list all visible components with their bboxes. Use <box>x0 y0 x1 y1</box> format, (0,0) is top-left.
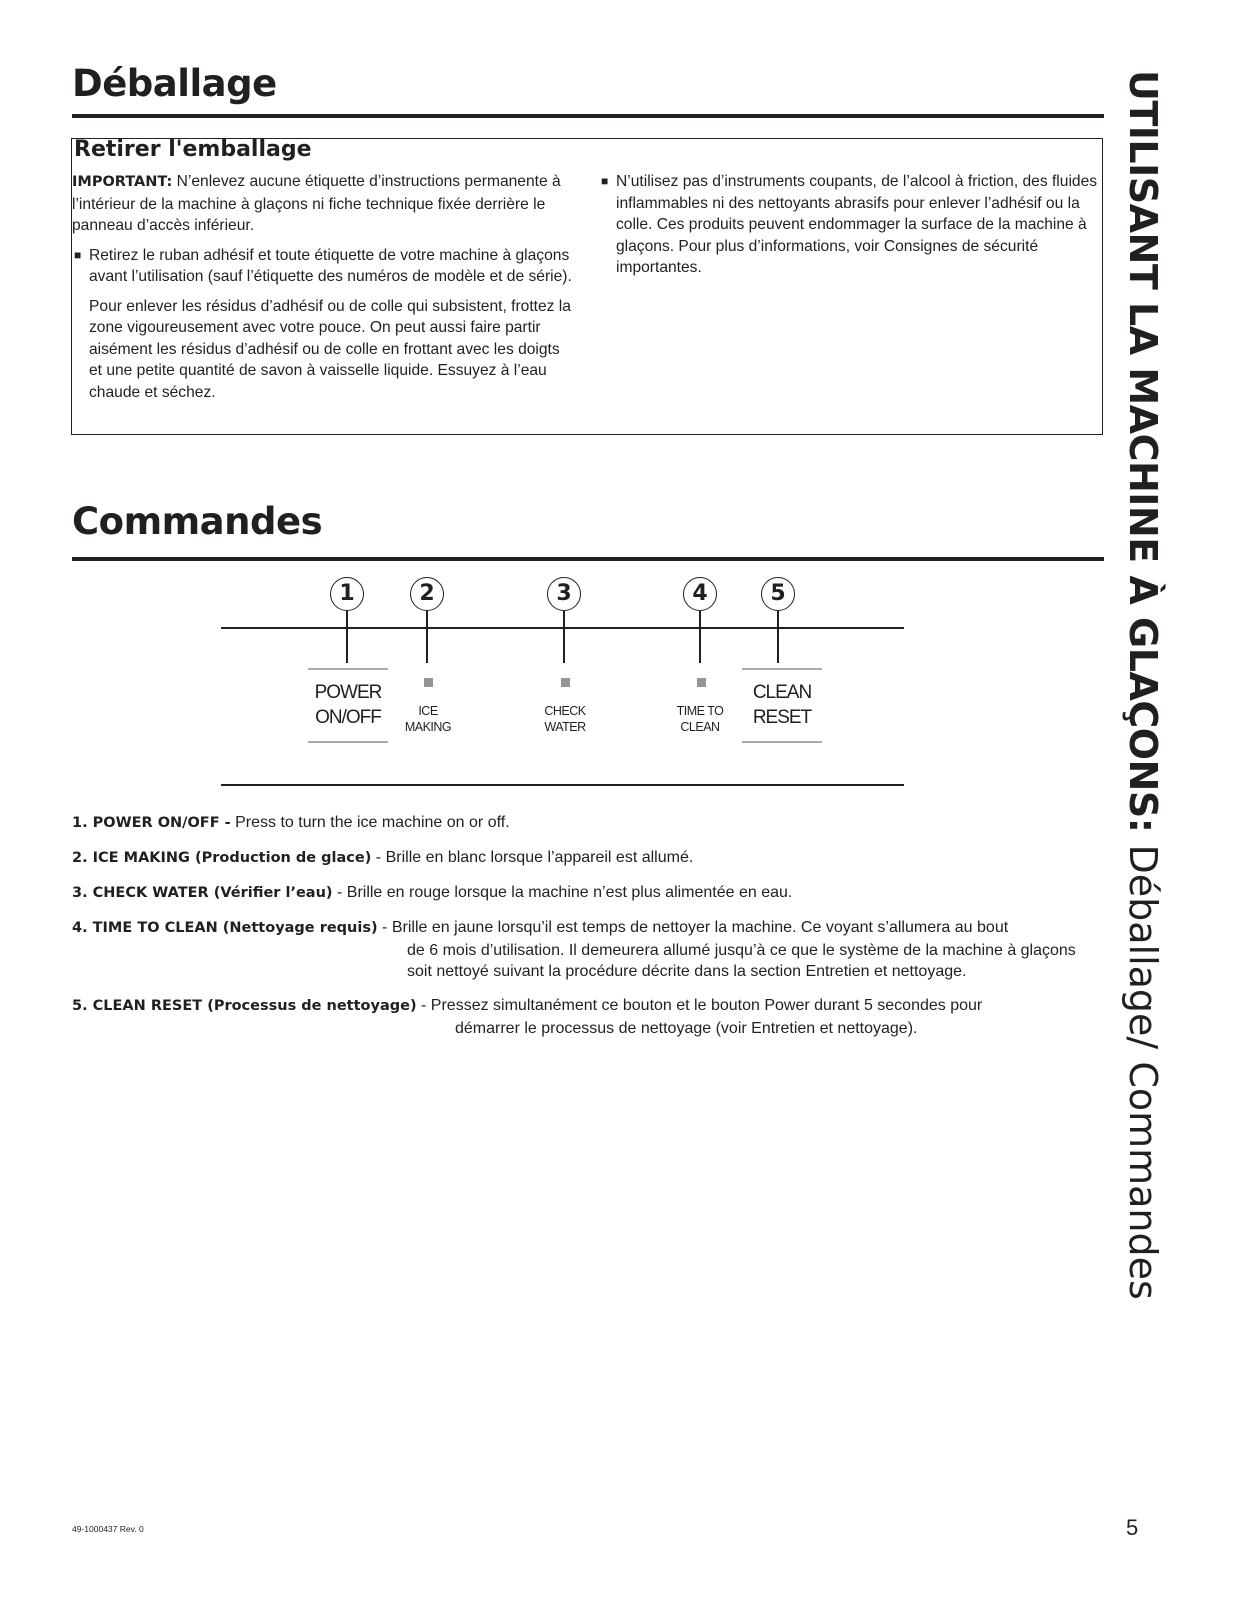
power-button-top-edge <box>308 668 388 670</box>
callout-number-3: 3 <box>547 577 581 611</box>
callout-number-5: 5 <box>761 577 795 611</box>
bullet-square-icon: ■ <box>74 247 82 262</box>
callout-line-4 <box>699 611 701 663</box>
bullet-item-1 <box>72 245 577 288</box>
page-title-deballage: Déballage <box>72 62 277 105</box>
important-text: N’enlevez aucune étiquette d’instructions permanente à l’intérieur de la machine à glaçons ni fiche technique fixée derrière le panneau d’accès inférieur. <box>72 173 561 234</box>
right-column <box>599 171 1099 279</box>
description-item-2 <box>72 847 693 870</box>
description-text-4: - Brille en jaune lorsqu’il est temps de nettoyer la machine. Ce voyant s’allumera au bout <box>377 919 1009 936</box>
callout-line-1 <box>346 611 348 663</box>
clean-reset-button-bottom-edge <box>742 741 822 743</box>
callout-number-2: 2 <box>410 577 444 611</box>
ice-making-led-icon <box>424 678 433 687</box>
commandes-rule <box>72 557 1104 561</box>
callout-number-4: 4 <box>683 577 717 611</box>
description-item-3 <box>72 882 792 905</box>
power-label-line1: POWER <box>314 682 382 703</box>
description-key-5: 5. CLEAN RESET (Processus de nettoyage) <box>72 998 417 1014</box>
description-item-1 <box>72 812 510 835</box>
side-title-bold: UTILISANT LA MACHINE À GLAÇONS: <box>1121 70 1165 833</box>
description-key-3: 3. CHECK WATER (Vérifier l’eau) <box>72 885 333 901</box>
description-cont-5: démarrer le processus de nettoyage (voir Entretien et nettoyage). <box>455 1019 918 1037</box>
check-label-line2: WATER <box>544 720 586 734</box>
description-cont-4: de 6 mois d’utilisation. Il demeurera allumé jusqu’à ce que le système de la machine à glaçons soit nettoyé suivant la procédure décrite dans la section Entretien et nettoyage. <box>407 941 1076 980</box>
clean-label-line2: RESET <box>752 707 812 728</box>
bullet-text-2: N’utilisez pas d’instruments coupants, de l’alcool à friction, des fluides inflammables ni des nettoyants abrasifs pour enlever l’adhésif ou la colle. Ces produits peuvent endommager la surface de la machine à glaçons. Pour plus d’informations, voir Consignes de sécurité importantes. <box>616 173 1098 276</box>
panel-top-edge <box>221 627 904 629</box>
ice-label-line1: ICE <box>418 704 438 718</box>
clean-reset-button-top-edge <box>742 668 822 670</box>
ice-label-line2: MAKING <box>404 720 452 734</box>
description-key-2: 2. ICE MAKING (Production de glace) <box>72 850 372 866</box>
check-water-label <box>525 703 605 735</box>
document-code: 49-1000437 Rev. 0 <box>72 1524 144 1534</box>
description-item-5 <box>72 995 1102 1039</box>
bullet-text-1: Retirez le ruban adhésif et toute étiquette de votre machine à glaçons avant l’utilisation (sauf l’étiquette des numéros de modèle et de série). <box>89 246 572 285</box>
callout-line-2 <box>426 611 428 663</box>
panel-bottom-edge <box>221 784 904 786</box>
time-to-clean-led-icon <box>697 678 706 687</box>
important-label: IMPORTANT: <box>72 174 173 190</box>
power-label-line2: ON/OFF <box>315 707 381 728</box>
power-on-off-button[interactable] <box>298 680 398 730</box>
unpacking-box <box>71 138 1103 435</box>
description-key-4: 4. TIME TO CLEAN (Nettoyage requis) <box>72 920 378 936</box>
description-text-2: - Brille en blanc lorsque l’appareil est allumé. <box>371 849 694 866</box>
callout-number-1: 1 <box>330 577 364 611</box>
check-label-line1: CHECK <box>544 704 586 718</box>
callout-line-3 <box>563 611 565 663</box>
clean-label-line1: CLEAN <box>752 682 812 703</box>
important-paragraph <box>72 171 577 237</box>
page-title-commandes: Commandes <box>72 500 323 543</box>
description-text-1: Press to turn the ice machine on or off. <box>230 814 510 831</box>
bullet-square-icon: ■ <box>601 174 609 188</box>
clean-reset-button[interactable] <box>732 680 832 730</box>
description-text-3: - Brille en rouge lorsque la machine n’est plus alimentée en eau. <box>332 884 793 901</box>
side-section-title <box>1118 70 1168 1300</box>
power-button-bottom-edge <box>308 741 388 743</box>
bullet-item-2 <box>599 171 1099 279</box>
callout-line-5 <box>777 611 779 663</box>
page-number: 5 <box>1126 1515 1139 1540</box>
time-label-line1: TIME TO <box>676 704 724 718</box>
title-rule <box>72 114 1104 118</box>
side-title-light: Déballage/ Commandes <box>1121 832 1165 1300</box>
time-to-clean-label <box>660 703 740 735</box>
ice-making-label <box>388 703 468 735</box>
description-text-5: - Pressez simultanément ce bouton et le bouton Power durant 5 secondes pour <box>416 997 983 1014</box>
residue-paragraph: Pour enlever les résidus d’adhésif ou de colle qui subsistent, frottez la zone vigoureusement avec votre pouce. On peut aussi faire partir aisément les résidus d’adhésif ou de colle en frottant avec les doigts et une petite quantité de savon à vaisselle liquide. Essuyez à l’eau chaude et séchez. <box>89 297 571 401</box>
time-label-line2: CLEAN <box>680 720 720 734</box>
box-title: Retirer l'emballage <box>74 137 312 162</box>
left-column <box>72 171 577 403</box>
description-item-4 <box>72 917 1102 983</box>
description-key-1: 1. POWER ON/OFF - <box>72 815 231 831</box>
check-water-led-icon <box>561 678 570 687</box>
